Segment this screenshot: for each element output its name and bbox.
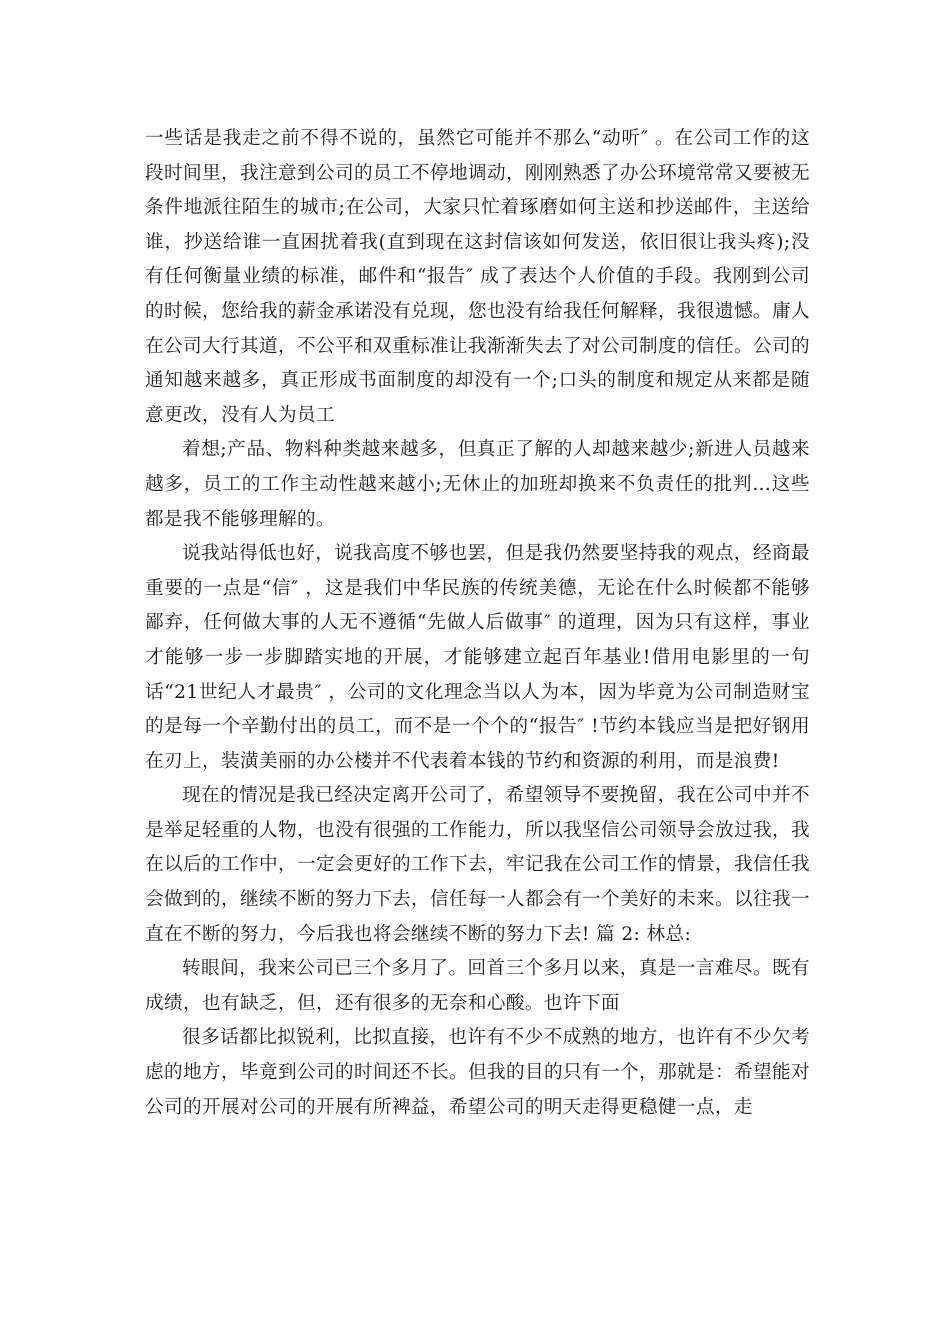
paragraph-5: 转眼间，我来公司已三个多月了。回首三个多月以来，真是一言难尽。既有成绩，也有缺乏，但，还有很多的无奈和心酸。也许下面 [145, 958, 810, 1014]
paragraph-4: 现在的情况是我已经决定离开公司了，希望领导不要挽留，我在公司中并不是举足轻重的人物，也没有很强的工作能力，所以我坚信公司领导会放过我，我在以后的工作中，一定会更好的工作下去，牢记我在公司工作的情景，我信任我会做到的，继续不断的努力下去，信任每一人都会有一个美好的未来。以往我一直在不断的努力，今后我也将会继续不断的努力下去! 篇 2: 林总: [145, 785, 810, 945]
paragraph-3: 说我站得低也好，说我高度不够也罢，但是我仍然要坚持我的观点，经商最重要的一点是“信″ ，这是我们中华民族的传统美德，无论在什么时候都不能够鄙弃，任何做大事的人无不遵循“先做人后做事″ 的道理，因为只有这样，事业才能够一步一步脚踏实地的开展，才能够建立起百年基业!借用电影里的一句话“21世纪人才最贵″ ，公司的文化理念当以人为本，因为毕竟为公司制造财宝的是每一个辛勤付出的员工，而不是一个个的“报告″ !节约本钱应当是把好钢用在刃上，装潢美丽的办公楼并不代表着本钱的节约和资源的利用，而是浪费! [145, 543, 810, 772]
body-text [145, 122, 810, 1125]
paragraph-2: 着想;产品、物料种类越来越多，但真正了解的人却越来越少;新进人员越来越多，员工的工作主动性越来越小;无休止的加班却换来不负责任的批判…这些都是我不能够理解的。 [145, 439, 810, 530]
paragraph-6: 很多话都比拟锐利，比拟直接，也许有不少不成熟的地方，也许有不少欠考虑的地方，毕竟到公司的时间还不长。但我的目的只有一个，那就是：希望能对公司的开展对公司的开展有所裨益，希望公司的明天走得更稳健一点，走 [145, 1027, 810, 1118]
paragraph-1: 一些话是我走之前不得不说的，虽然它可能并不那么“动听″ 。在公司工作的这段时间里，我注意到公司的员工不停地调动，刚刚熟悉了办公环境常常又要被无条件地派往陌生的城市;在公司，大家只忙着琢磨如何主送和抄送邮件，主送给谁，抄送给谁一直困扰着我(直到现在这封信该如何发送，依旧很让我头疼);没有任何衡量业绩的标准，邮件和“报告″ 成了表达个人价值的手段。我刚到公司的时候，您给我的薪金承诺没有兑现，您也没有给我任何解释，我很遗憾。庸人在公司大行其道，不公平和双重标准让我渐渐失去了对公司制度的信任。公司的通知越来越多，真正形成书面制度的却没有一个;口头的制度和规定从来都是随意更改，没有人为员工 [145, 128, 810, 426]
